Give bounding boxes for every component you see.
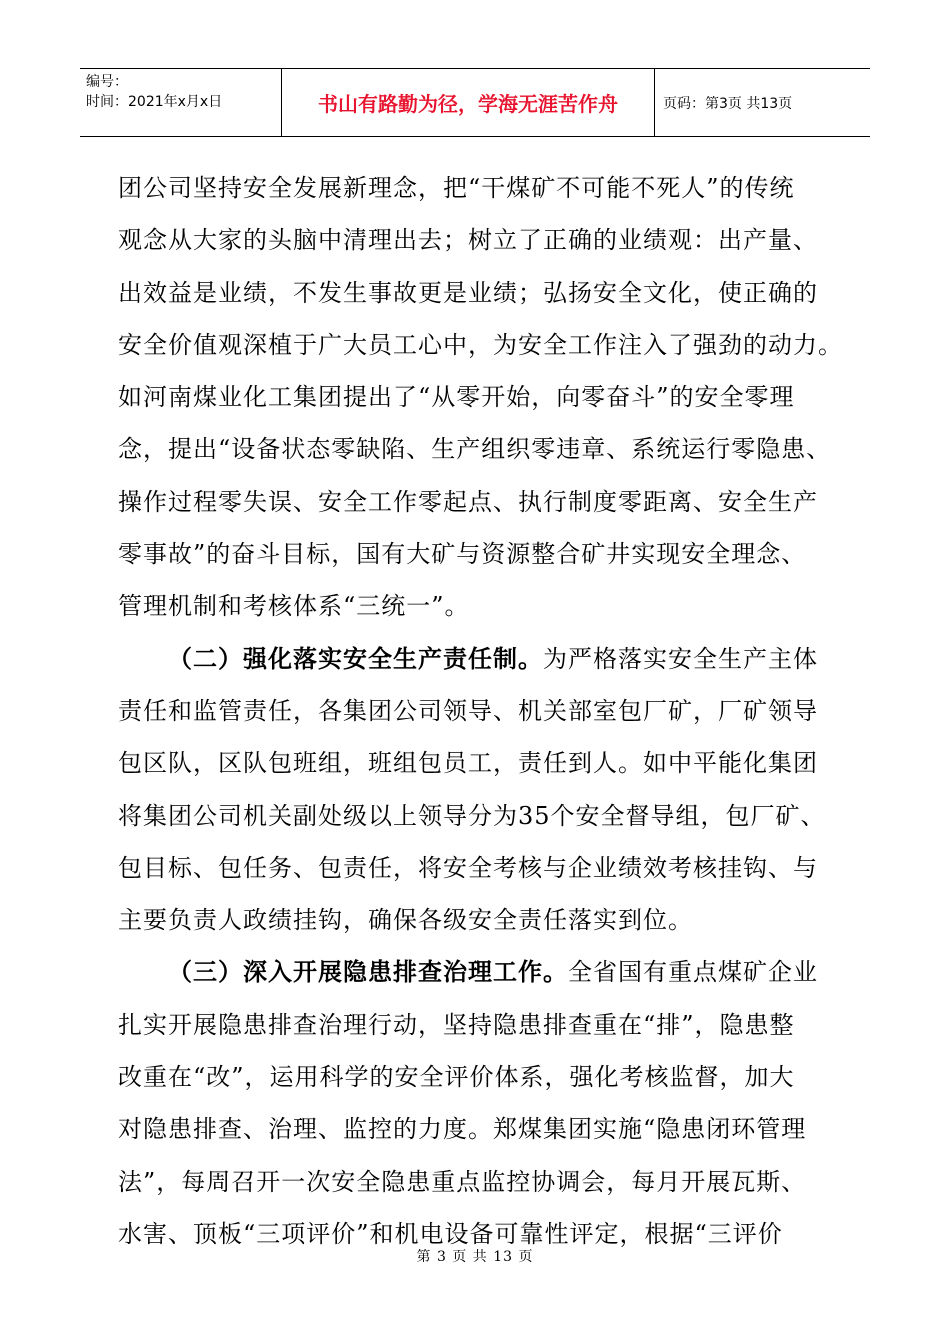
text-line: 零事故”的奋斗目标，国有大矿与资源整合矿井实现安全理念、 bbox=[118, 540, 807, 569]
text-run: 全省国有重点煤矿企业 bbox=[568, 958, 818, 987]
text-line: 团公司坚持安全发展新理念，把“干煤矿不可能不死人”的传统 bbox=[118, 174, 795, 202]
text-line: 如河南煤业化工集团提出了“从零开始，向零奋斗”的安全零理 bbox=[118, 383, 795, 412]
section-heading: （三）深入开展隐患排查治理工作。 bbox=[168, 957, 568, 987]
text-line: 扎实开展隐患排查治理行动，坚持隐患排查重在“排”，隐患整 bbox=[118, 1010, 795, 1039]
page-header bbox=[80, 68, 870, 137]
section-heading: （二）强化落实安全生产责任制。 bbox=[168, 643, 543, 673]
text-line: 对隐患排查、治理、监控的力度。郑煤集团实施“隐患闭环管理 bbox=[118, 1115, 807, 1144]
paragraph-2 bbox=[118, 633, 838, 947]
text-line: 操作过程零失误、安全工作零起点、执行制度零距离、安全生产 bbox=[118, 487, 818, 516]
text-line: 将集团公司机关副处级以上领导分为35个安全督导组，包厂矿、 bbox=[118, 801, 826, 830]
document-time-label: 时间：2021年x月x日 bbox=[86, 94, 223, 110]
text-line bbox=[118, 633, 838, 685]
text-line bbox=[118, 946, 838, 998]
paragraph-1 bbox=[118, 162, 843, 633]
page-footer: 第 3 页 共 13 页 bbox=[416, 1249, 534, 1265]
document-body bbox=[118, 162, 843, 1260]
paragraph-3 bbox=[118, 946, 838, 1260]
text-line: 主要负责人政绩挂钩，确保各级安全责任落实到位。 bbox=[118, 906, 693, 935]
text-line: 改重在“改”，运用科学的安全评价体系，强化考核监督，加大 bbox=[118, 1063, 795, 1092]
text-line: 出效益是业绩，不发生事故更是业绩；弘扬安全文化，使正确的 bbox=[118, 278, 818, 307]
text-line: 责任和监管责任，各集团公司领导、机关部室包厂矿，厂矿领导 bbox=[118, 696, 818, 725]
header-motto: 书山有路勤为径，学海无涯苦作舟 bbox=[282, 69, 655, 136]
document-number-label: 编号： bbox=[86, 74, 128, 90]
text-line: 包目标、包任务、包责任，将安全考核与企业绩效考核挂钩、与 bbox=[118, 853, 818, 882]
header-page-info: 页码：第3页 共13页 bbox=[663, 95, 793, 112]
text-line: 观念从大家的头脑中清理出去；树立了正确的业绩观：出产量、 bbox=[118, 226, 818, 255]
text-line: 包区队，区队包班组，班组包员工，责任到人。如中平能化集团 bbox=[118, 749, 818, 778]
text-line: 念，提出“设备状态零缺陷、生产组织零违章、系统运行零隐患、 bbox=[118, 435, 832, 464]
text-line: 法”，每周召开一次安全隐患重点监控协调会，每月开展瓦斯、 bbox=[118, 1167, 807, 1196]
text-line: 水害、顶板“三项评价”和机电设备可靠性评定，根据“三评价 bbox=[118, 1219, 783, 1248]
header-meta bbox=[80, 69, 282, 136]
text-line: 管理机制和考核体系“三统一”。 bbox=[118, 592, 470, 621]
text-run: 为严格落实安全生产主体 bbox=[543, 644, 818, 673]
text-line: 安全价值观深植于广大员工心中，为安全工作注入了强劲的动力。 bbox=[118, 330, 843, 359]
